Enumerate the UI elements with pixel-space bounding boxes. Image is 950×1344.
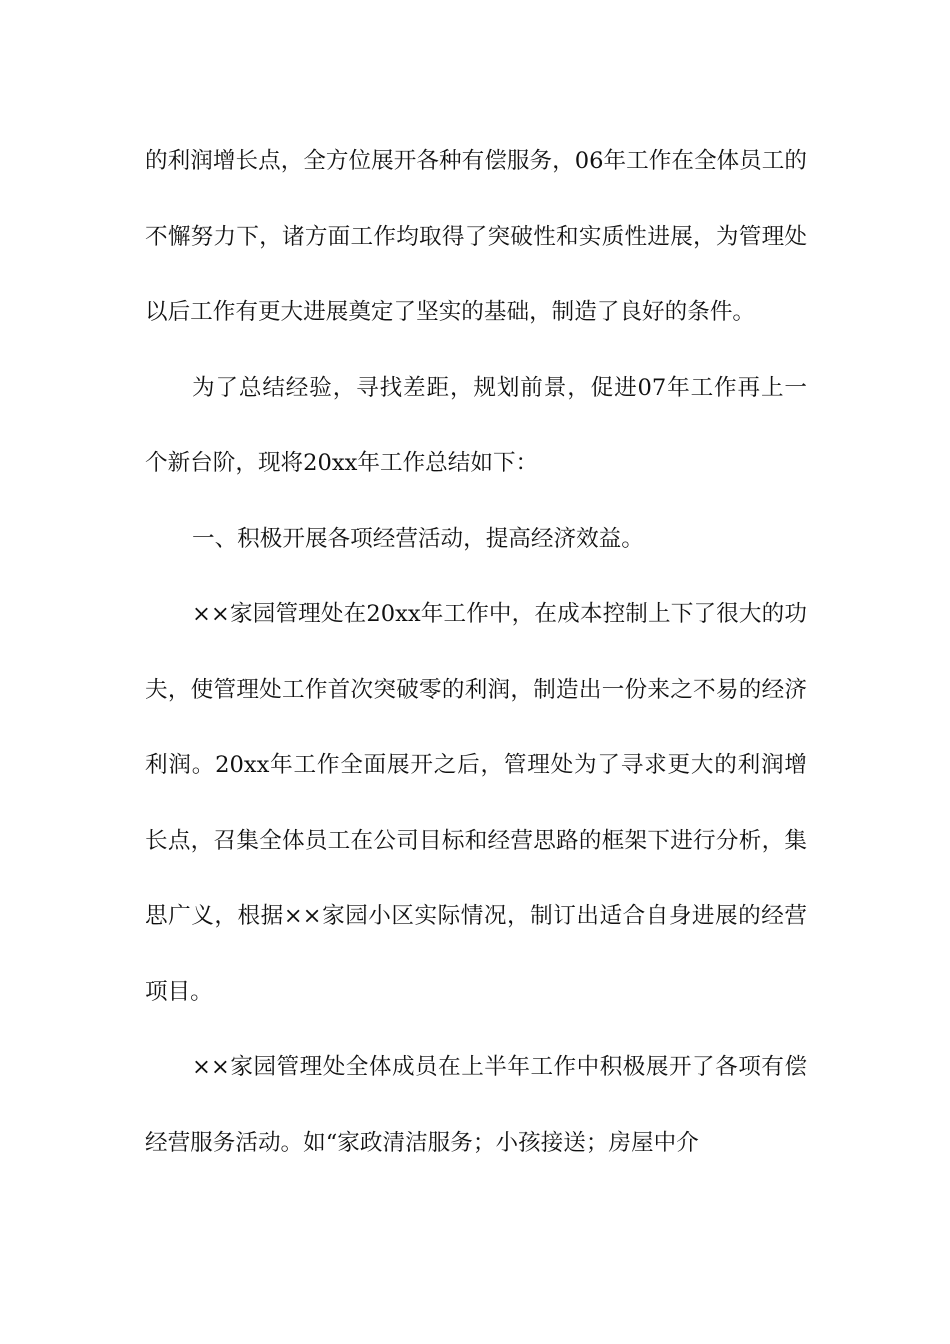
paragraph-2: 为了总结经验，寻找差距，规划前景，促进07年工作再上一个新台阶，现将20xx年工作总结如下：	[145, 374, 807, 476]
document-body	[145, 124, 807, 1181]
paragraph-1: 的利润增长点，全方位展开各种有偿服务，06年工作在全体员工的不懈努力下，诸方面工作均取得了突破性和实质性进展，为管理处以后工作有更大进展奠定了坚实的基础，制造了良好的条件。	[145, 148, 807, 325]
paragraph-3: ××家园管理处在20xx年工作中，在成本控制上下了很大的功夫，使管理处工作首次突破零的利润，制造出一份来之不易的经济利润。20xx年工作全面展开之后，管理处为了寻求更大的利润增长点，召集全体员工在公司目标和经营思路的框架下进行分析，集思广义，根据××家园小区实际情况，制订出适合自身进展的经营项目。	[145, 601, 807, 1005]
section-heading: 一、积极开展各项经营活动，提高经济效益。	[192, 525, 644, 552]
paragraph-4: ××家园管理处全体成员在上半年工作中积极展开了各项有偿经营服务活动。如“家政清洁服务；小孩接送；房屋中介	[145, 1054, 807, 1156]
